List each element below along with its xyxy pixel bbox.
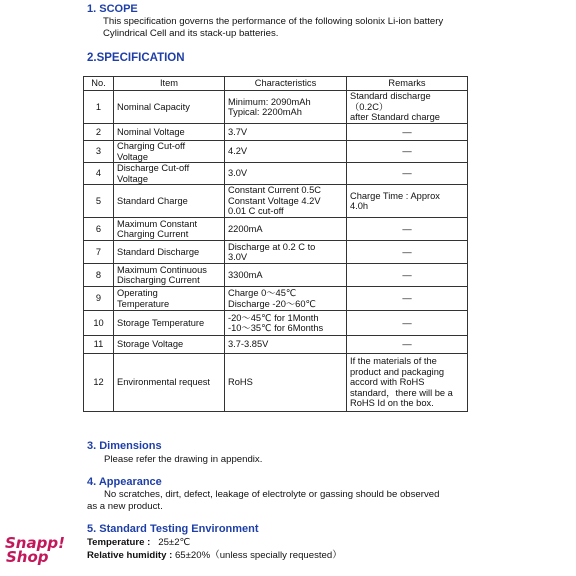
temperature-value: 25±2℃ (158, 537, 191, 548)
cell-remarks-dash: — (347, 336, 468, 354)
cell-remarks-dash: — (347, 141, 468, 163)
table-header-row (84, 77, 468, 91)
cell-item: Nominal Capacity (114, 91, 225, 124)
cell-no: 1 (84, 91, 114, 124)
appearance-text-cont: as a new product. (87, 501, 163, 512)
cell-item: Maximum Continuous Discharging Current (114, 264, 225, 287)
humidity-label: Relative humidity : (87, 550, 173, 561)
cell-item: Charging Cut-off Voltage (114, 141, 225, 163)
cell-no: 7 (84, 241, 114, 264)
scope-heading: 1. SCOPE (87, 3, 138, 15)
cell-item: Storage Temperature (114, 311, 225, 336)
cell-remarks-dash: — (347, 124, 468, 141)
temperature-label: Temperature : (87, 537, 151, 548)
cell-item: Storage Voltage (114, 336, 225, 354)
cell-characteristics: 3.7V (225, 124, 347, 141)
appearance-heading: 4. Appearance (87, 476, 162, 488)
cell-remarks-dash: — (347, 163, 468, 185)
cell-item: Environmental request (114, 354, 225, 412)
cell-item: Discharge Cut-off Voltage (114, 163, 225, 185)
cell-remarks-dash: — (347, 241, 468, 264)
cell-no: 3 (84, 141, 114, 163)
cell-characteristics: -20～45℃ for 1Month -10～35℃ for 6Months (225, 311, 347, 336)
cell-item: Maximum Constant Charging Current (114, 218, 225, 241)
table-row (84, 141, 468, 163)
cell-characteristics: 3300mA (225, 264, 347, 287)
cell-item: Nominal Voltage (114, 124, 225, 141)
cell-characteristics: 2200mA (225, 218, 347, 241)
cell-characteristics: Minimum: 2090mAh Typical: 2200mAh (225, 91, 347, 124)
testing-heading: 5. Standard Testing Environment (87, 523, 259, 535)
temperature-line (87, 537, 190, 549)
cell-characteristics: Discharge at 0.2 C to 3.0V (225, 241, 347, 264)
cell-item: Standard Discharge (114, 241, 225, 264)
cell-remarks-dash: — (347, 311, 468, 336)
cell-characteristics: 4.2V (225, 141, 347, 163)
cell-remarks: If the materials of the product and packaging accord with RoHS standard，there will be a RoHS Id on the box. (347, 354, 468, 412)
cell-characteristics: 3.0V (225, 163, 347, 185)
cell-no: 2 (84, 124, 114, 141)
cell-characteristics: Constant Current 0.5C Constant Voltage 4.2V 0.01 C cut-off (225, 185, 347, 218)
cell-remarks-dash: — (347, 287, 468, 311)
cell-no: 8 (84, 264, 114, 287)
table-row (84, 311, 468, 336)
cell-item: Operating Temperature (114, 287, 225, 311)
specification-table (83, 76, 468, 412)
header-characteristics: Characteristics (225, 77, 347, 91)
header-item: Item (114, 77, 225, 91)
cell-no: 10 (84, 311, 114, 336)
cell-remarks-dash: — (347, 264, 468, 287)
dimensions-text: Please refer the drawing in appendix. (104, 454, 263, 465)
cell-no: 4 (84, 163, 114, 185)
cell-no: 9 (84, 287, 114, 311)
table-row (84, 354, 468, 412)
header-no: No. (84, 77, 114, 91)
humidity-line (87, 550, 342, 562)
dimensions-heading: 3. Dimensions (87, 440, 162, 452)
cell-characteristics: Charge 0～45℃ Discharge -20～60℃ (225, 287, 347, 311)
cell-item: Standard Charge (114, 185, 225, 218)
table-row (84, 124, 468, 141)
table-row (84, 264, 468, 287)
cell-remarks: Charge Time : Approx 4.0h (347, 185, 468, 218)
cell-no: 12 (84, 354, 114, 412)
cell-characteristics: RoHS (225, 354, 347, 412)
cell-no: 5 (84, 185, 114, 218)
cell-no: 11 (84, 336, 114, 354)
table-row (84, 287, 468, 311)
specification-heading: 2.SPECIFICATION (87, 52, 185, 64)
table-row (84, 185, 468, 218)
table-row (84, 163, 468, 185)
cell-no: 6 (84, 218, 114, 241)
cell-remarks-dash: — (347, 218, 468, 241)
appearance-text: No scratches, dirt, defect, leakage of electrolyte or gassing should be observed (104, 489, 440, 500)
table-row (84, 241, 468, 264)
cell-characteristics: 3.7-3.85V (225, 336, 347, 354)
humidity-value: 65±20%（unless specially requested） (174, 550, 342, 561)
table-row (84, 336, 468, 354)
table-row (84, 218, 468, 241)
header-remarks: Remarks (347, 77, 468, 91)
scope-text: This specification governs the performance of the following solonix Li-ion battery Cylindrical Cell and its stack-up batteries. (103, 16, 444, 39)
snappshop-logo: Snapp! Shop (5, 534, 65, 566)
table-row (84, 91, 468, 124)
cell-remarks: Standard discharge （0.2C） after Standard charge (347, 91, 468, 124)
